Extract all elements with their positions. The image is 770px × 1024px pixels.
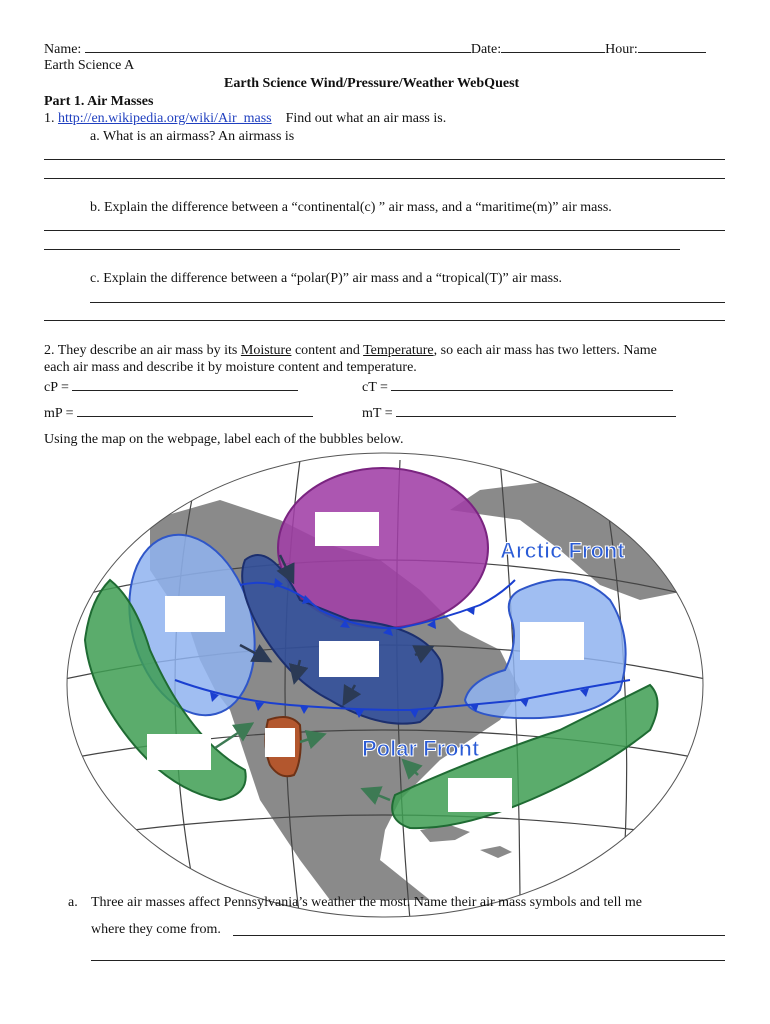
globe xyxy=(60,460,710,920)
mT-label: mT = xyxy=(362,406,393,421)
page-title: Earth Science Wind/Pressure/Weather WebQuest xyxy=(224,76,520,91)
label-box-continental-polar[interactable] xyxy=(319,641,379,677)
label-box-pacific-polar[interactable] xyxy=(165,596,225,632)
course-name: Earth Science A xyxy=(44,58,135,73)
q2-temperature: Temperature xyxy=(363,343,434,358)
name-label: Name: xyxy=(44,42,82,57)
q1-text: Find out what an air mass is. xyxy=(285,111,447,126)
map-instruction: Using the map on the webpage, label each of the bubbles below. xyxy=(44,432,404,447)
question-a-line2: where they come from. xyxy=(91,922,221,937)
answer-line-a-2[interactable] xyxy=(91,960,725,961)
q2-text-a: 2. They describe an air mass by its xyxy=(44,343,241,358)
question-a-line1: Three air masses affect Pennsylvania’s weather the most. Name their air mass symbols and tell me xyxy=(91,895,643,910)
cT-label: cT = xyxy=(362,380,388,395)
part1-heading: Part 1. Air Masses xyxy=(44,94,154,109)
mP-label: mP = xyxy=(44,406,74,421)
q1-number: 1. xyxy=(44,111,55,126)
cP-label: cP = xyxy=(44,380,69,395)
label-box-continental-tropical[interactable] xyxy=(265,728,295,757)
q2-text-c: , so each air mass has two letters. Name xyxy=(433,343,657,358)
q2-moisture: Moisture xyxy=(240,343,292,358)
answer-line-a-1[interactable] xyxy=(233,935,725,936)
label-box-pacific-tropical[interactable] xyxy=(147,734,211,770)
question-1b: b. Explain the difference between a “continental(c) ” air mass, and a “maritime(m)” air mass. xyxy=(90,200,612,215)
hour-label: Hour: xyxy=(605,42,638,57)
question-a-prefix: a. xyxy=(68,895,78,910)
label-box-atlantic-polar[interactable] xyxy=(520,622,584,660)
date-label: Date: xyxy=(470,42,502,57)
question-2-line2: each air mass and describe it by moisture content and temperature. xyxy=(44,360,417,375)
polar-front-label: Polar Front xyxy=(362,736,480,761)
question-1a: a. What is an airmass? An airmass is xyxy=(90,129,295,144)
q2-text-b: content and xyxy=(291,343,364,358)
air-mass-link[interactable]: http://en.wikipedia.org/wiki/Air_mass xyxy=(58,111,272,126)
question-1c: c. Explain the difference between a “polar(P)” air mass and a “tropical(T)” air mass. xyxy=(90,271,563,286)
arctic-front-label: Arctic Front xyxy=(500,538,625,563)
label-box-gulf-tropical[interactable] xyxy=(448,778,512,812)
label-box-arctic[interactable] xyxy=(315,512,379,546)
